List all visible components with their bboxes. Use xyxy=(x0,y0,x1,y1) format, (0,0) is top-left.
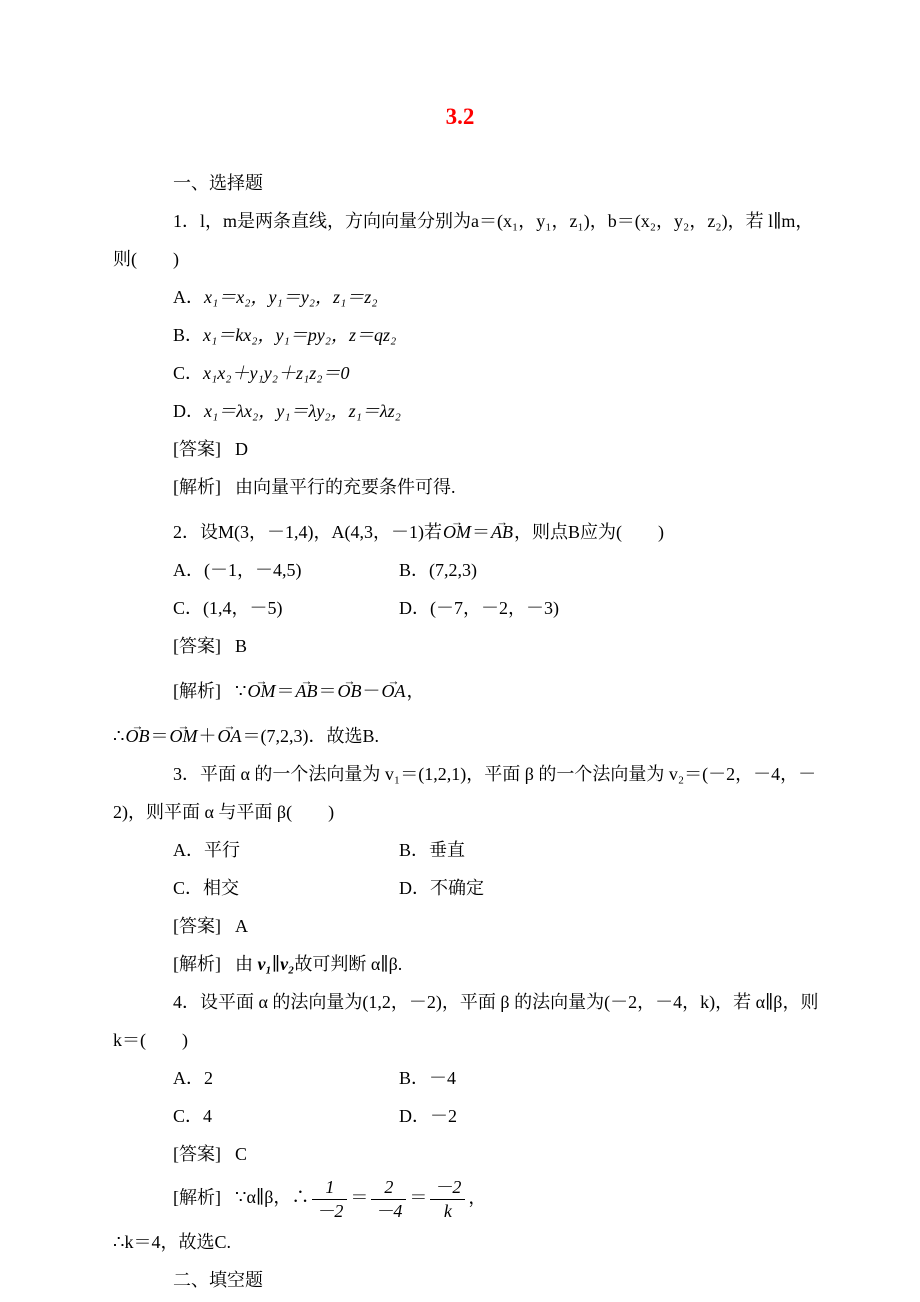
fraction-2-over-neg4 xyxy=(371,1177,406,1221)
fraction-denominator: －4 xyxy=(375,1200,403,1221)
fraction-denominator: －2 xyxy=(316,1200,344,1221)
equals-sign: ＝ xyxy=(409,1187,428,1208)
q4-option-d xyxy=(399,1106,457,1126)
q2-option-a xyxy=(173,551,399,589)
option-text: x₁x₂＋y₁y₂＋z₁z₂＝0 xyxy=(203,363,350,383)
q3-options-row-2 xyxy=(113,869,828,907)
q2-stem-pre: 2．设M(3，－1,4)，A(4,3，－1)若 xyxy=(173,522,442,542)
q2-analysis-line1 xyxy=(113,665,828,710)
option-text: 相交 xyxy=(203,878,240,898)
q1-option-b xyxy=(113,316,828,354)
q3-options-row-1 xyxy=(113,831,828,869)
q2-analysis-result: ＝(7,2,3)．故选B. xyxy=(242,726,379,746)
analysis-label: [解析] xyxy=(173,1187,221,1208)
q4-analysis-line2: ∴k＝4，故选C. xyxy=(113,1232,231,1253)
q3-option-d xyxy=(399,878,484,898)
fraction-numerator: 1 xyxy=(312,1177,347,1200)
q3-analysis-pre: 由 xyxy=(235,954,258,974)
vector-oa: OA → xyxy=(380,672,406,710)
q1-stem: 1．l，m是两条直线，方向向量分别为a＝(x₁，y₁，z₁)，b＝(x₂，y₂，z₂)，若 l∥m，则( ) xyxy=(113,211,814,269)
page-title: 3.2 xyxy=(445,104,475,129)
option-label: A． xyxy=(173,840,204,860)
q2-stem-post: ，则点B应为( ) xyxy=(513,522,664,542)
option-text: (1,4，－5) xyxy=(203,598,283,618)
vector-ab: AB → xyxy=(294,672,318,710)
because-symbol: ∵ xyxy=(235,681,247,701)
q1-option-d xyxy=(113,392,828,430)
normal-vector-v2: v₂ xyxy=(280,954,295,974)
option-text: (－1，－4,5) xyxy=(204,560,302,580)
option-text: －2 xyxy=(430,1106,457,1126)
q4-options-row-1 xyxy=(113,1059,828,1097)
option-text: 4 xyxy=(203,1106,213,1126)
option-text: 垂直 xyxy=(429,840,466,860)
option-label: C． xyxy=(173,878,204,898)
q2-option-c xyxy=(173,589,399,627)
answer-label: [答案] xyxy=(173,1144,221,1164)
q3-analysis-line xyxy=(113,945,828,983)
fraction-numerator: －2 xyxy=(430,1177,465,1200)
equals-sign: ＝ xyxy=(150,726,169,746)
plus-sign: ＋ xyxy=(198,726,217,746)
q1-option-c xyxy=(113,354,828,392)
analysis-label: [解析] xyxy=(173,681,221,701)
option-text: x₁＝x₂，y₁＝y₂，z₁＝z₂ xyxy=(204,287,378,307)
q4-option-a xyxy=(173,1059,399,1097)
option-label: C． xyxy=(173,598,204,618)
section-heading-fill: 二、填空题 xyxy=(173,1270,263,1291)
fraction-numerator: 2 xyxy=(371,1177,406,1200)
fraction-neg2-over-k xyxy=(430,1177,465,1221)
vector-om: OM → xyxy=(246,672,276,710)
q1-analysis-line xyxy=(113,468,828,506)
fraction-1-over-neg2 xyxy=(312,1177,347,1221)
answer-label: [答案] xyxy=(173,916,221,936)
fraction-denominator: k xyxy=(443,1200,452,1221)
option-label: B． xyxy=(399,560,430,580)
q4-option-b xyxy=(399,1068,456,1088)
q2-option-d xyxy=(399,598,559,618)
equals-sign: ＝ xyxy=(318,681,337,701)
analysis-label: [解析] xyxy=(173,477,221,497)
document-content xyxy=(113,164,828,1299)
option-label: C． xyxy=(173,363,204,383)
q3-answer: A xyxy=(235,916,248,936)
q2-answer: B xyxy=(235,636,248,656)
option-text: 不确定 xyxy=(430,878,484,898)
q4-answer: C xyxy=(235,1144,248,1164)
option-label: A． xyxy=(173,1068,204,1088)
option-text: (－7，－2，－3) xyxy=(430,598,559,618)
option-text: －4 xyxy=(429,1068,457,1088)
option-text: 2 xyxy=(204,1068,213,1088)
minus-sign: － xyxy=(362,681,381,701)
q3-analysis-post: 故可判断 α∥β. xyxy=(294,954,403,974)
answer-label: [答案] xyxy=(173,439,221,459)
q4-answer-line xyxy=(113,1135,828,1173)
analysis-label: [解析] xyxy=(173,954,221,974)
comma: ， xyxy=(406,681,425,701)
option-label: B． xyxy=(173,325,204,345)
option-label: B． xyxy=(399,840,430,860)
q4-analysis-line1 xyxy=(113,1177,828,1221)
q2-options-row-2 xyxy=(113,589,828,627)
q3-answer-line xyxy=(113,907,828,945)
option-label: D． xyxy=(399,598,430,618)
equals-sign: ＝ xyxy=(350,1187,369,1208)
vector-ab: AB → xyxy=(490,513,514,551)
section-heading-choice: 一、选择题 xyxy=(173,173,263,193)
option-text: x₁＝kx₂，y₁＝py₂，z＝qz₂ xyxy=(203,325,397,345)
q2-options-row-1 xyxy=(113,551,828,589)
option-label: D． xyxy=(399,1106,430,1126)
parallel-sign: ∥ xyxy=(271,954,281,974)
q2-option-b xyxy=(399,560,477,580)
q2-analysis-line2 xyxy=(113,710,828,755)
q3-stem: 3．平面 α 的一个法向量为 v₁＝(1,2,1)，平面 β 的一个法向量为 v₂＝(－2，－4，－2)，则平面 α 与平面 β( ) xyxy=(113,764,817,822)
vector-ob: OB → xyxy=(336,672,362,710)
vector-oa: OA → xyxy=(216,717,242,755)
equals-sign: ＝ xyxy=(276,681,295,701)
vector-om: OM → xyxy=(442,513,472,551)
vector-om: OM → xyxy=(168,717,198,755)
q1-answer: D xyxy=(235,439,248,459)
q4-options-row-2 xyxy=(113,1097,828,1135)
comma: ， xyxy=(468,1187,487,1208)
q4-option-c xyxy=(173,1097,399,1135)
vector-ob: OB → xyxy=(124,717,150,755)
q1-option-a xyxy=(113,278,828,316)
option-text: (7,2,3) xyxy=(429,560,478,580)
q3-option-a xyxy=(173,831,399,869)
therefore-symbol: ∴ xyxy=(113,726,125,746)
q2-stem xyxy=(113,506,828,551)
q1-analysis: 由向量平行的充要条件可得. xyxy=(235,477,456,497)
q3-option-c xyxy=(173,869,399,907)
q4-analysis-pre: ∵α∥β，∴ xyxy=(235,1187,310,1208)
option-label: C． xyxy=(173,1106,204,1126)
answer-label: [答案] xyxy=(173,636,221,656)
option-label: D． xyxy=(399,878,430,898)
q4-stem: 4．设平面 α 的法向量为(1,2，－2)，平面 β 的法向量为(－2，－4，k)，若 α∥β，则 k＝( ) xyxy=(113,992,819,1050)
option-label: B． xyxy=(399,1068,430,1088)
option-text: 平行 xyxy=(204,840,240,860)
q1-answer-line xyxy=(113,430,828,468)
q3-option-b xyxy=(399,840,465,860)
option-label: A． xyxy=(173,287,204,307)
equals-sign: ＝ xyxy=(471,522,490,542)
q2-answer-line xyxy=(113,627,828,665)
option-text: x₁＝λx₂，y₁＝λy₂，z₁＝λz₂ xyxy=(204,401,401,421)
normal-vector-v1: v₁ xyxy=(257,954,272,974)
option-label: D． xyxy=(173,401,204,421)
option-label: A． xyxy=(173,560,204,580)
